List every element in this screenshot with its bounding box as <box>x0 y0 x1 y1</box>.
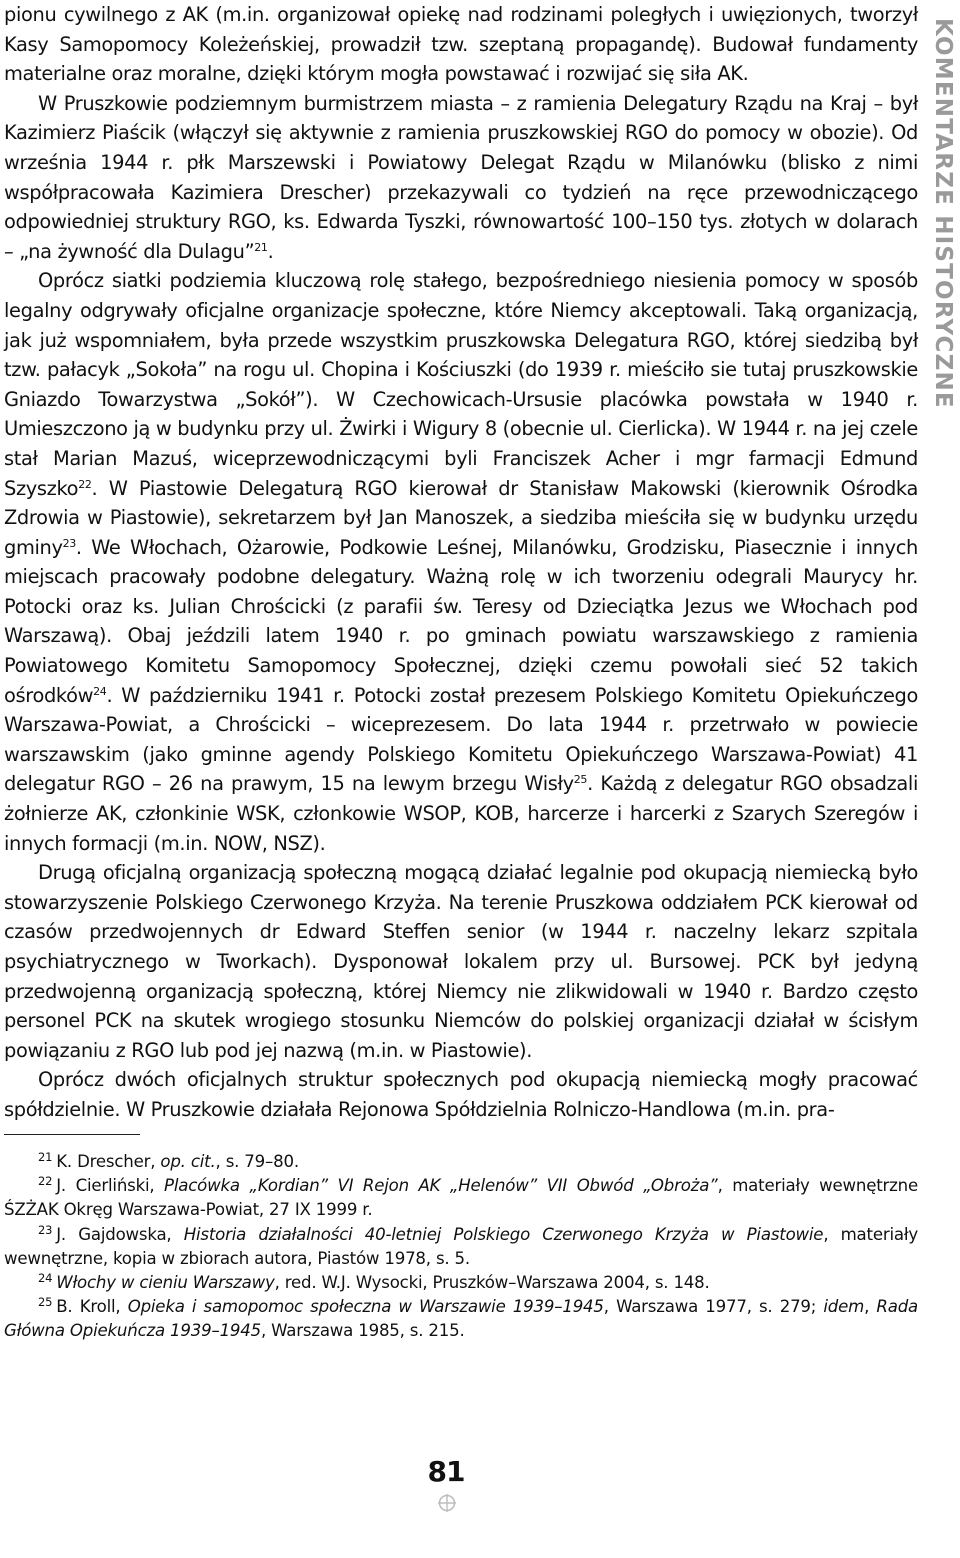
footnote-ref-25[interactable]: 25 <box>573 773 588 787</box>
section-side-label: KOMENTARZE HISTORYCZNE <box>930 18 956 409</box>
footnote-italic: Włochy w cieniu Warszawy <box>56 1273 275 1293</box>
paragraph-3-text-2: . W Piastowie Delegaturą RGO kierował dr Stanisław Makowski (kierownik Ośrodka Zdrowia w Piastowie), sekretarzem był Jan Manoszek, a siedziba mieściła się w budynku urzędu gminy <box>4 476 918 559</box>
footnote-ref-21[interactable]: 21 <box>254 240 268 254</box>
paragraph-1 <box>4 0 918 89</box>
footnote-text: , Warszawa 1977, s. 279; <box>603 1297 824 1317</box>
footnote-text: , materiały wewnętrzne, kopia w zbiorach autora, Piastów 1978, s. 5. <box>4 1224 918 1268</box>
paragraph-4 <box>4 858 918 1065</box>
footnote-ref-24[interactable]: 24 <box>93 684 107 698</box>
crosshair-circle-icon <box>437 1493 457 1513</box>
footnote-text: , <box>864 1297 877 1317</box>
footnote-text: , s. 79–80. <box>215 1152 299 1171</box>
footnote-text: , materiały wewnętrzne ŚZŻAK Okręg Warszawa-Powiat, 27 IX 1999 r. <box>4 1176 918 1220</box>
paragraph-2-text-end: . <box>267 239 274 263</box>
footnote-italic: Historia działalności 40-letniej Polskiego Czerwonego Krzyża w Piastowie <box>183 1224 824 1244</box>
footnote-italic: Rada Główna Opiekuńcza 1939–1945 <box>4 1297 919 1341</box>
footnote-number: 23 <box>38 1222 53 1237</box>
paragraph-3-text-4: . W październiku 1941 r. Potocki został prezesem Polskiego Komitetu Opiekuńczego Warszawa-Powiat, a Chrościcki – wiceprezesem. Do lata 1944 r. przetrwało w powiecie warszawskim (jako gminne agendy Polskiego Komitetu Opiekuńczego Warszawa-Powiat) 41 delegatur RGO – 26 na prawym, 15 na lewym brzegu Wisły <box>4 683 918 796</box>
footnote-separator <box>4 1134 140 1135</box>
paragraph-3-text: Oprócz siatki podziemia kluczową rolę stałego, bezpośredniego niesienia pomocy w sposób legalny odgrywały oficjalne organizacje społeczne, które Niemcy akceptowali. Taką organizacją, jak już wspomniałem, była przede wszystkim pruszkowska Delegatura RGO, której siedzibą był tzw. pałacyk „Sokoła” na rogu ul. Chopina i Kościuszki (do 1939 r. mieściło sie tutaj pruszkowskie Gniazdo Towarzystwa „Sokół”). W Czechowicach-Ursusie placówka powstała w 1940 r. Umieszczono ją w budynku przy ul. Żwirki i Wigury 8 (obecnie ul. Cierlicka). W 1944 r. na jej czele stał Marian Mazuś, wiceprzewodniczącymi byli Franciszek Acher i mgr farmacji Edmund Szyszko <box>4 269 918 500</box>
paragraph-3 <box>4 266 918 858</box>
paragraph-2 <box>4 89 918 267</box>
footnote-italic: Opieka i samopomoc społeczna w Warszawie 1939–1945 <box>127 1297 604 1317</box>
article-body <box>4 0 918 1125</box>
paragraph-1-text: pionu cywilnego z AK (m.in. organizował opiekę nad rodzinami poległych i uwięzionych, tworzył Kasy Samopomocy Koleżeńskiej, prowadził tzw. szeptaną propagandę). Budował fundamenty materialne oraz moralne, dzięki którym mogła powstawać i rozwijać się siła AK. <box>4 3 918 86</box>
paragraph-4-text: Drugą oficjalną organizacją społeczną mogącą działać legalnie pod okupacją niemiecką było stowarzyszenie Polskiego Czerwonego Krzyża. Na terenie Pruszkowa oddziałem PCK kierował od czasów przedwojennych dr Edward Steffen senior (w 1944 r. naczelny lekarz szpitala psychiatrycznego w Tworkach). Dysponował lokalem przy ul. Bursowej. PCK był jedyną przedwojenną organizacją społeczną, której Niemcy nie zlikwidowali w 1940 r. Bardzo często personel PCK na skutek wrogiego stosunku Niemców do polskiej organizacji działał w ścisłym powiązaniu z RGO lub pod jej nazwą (m.in. w Piastowie). <box>4 861 918 1062</box>
footnote-number: 22 <box>38 1174 53 1189</box>
footnote-ref-23[interactable]: 23 <box>62 536 76 550</box>
paragraph-3-text-5: . Każdą z delegatur RGO obsadzali żołnierze AK, członkinie WSK, członkowie WSOP, KOB, harcerze i harcerki z Szarych Szeregów i innych formacji (m.in. NOW, NSZ). <box>4 772 918 855</box>
footnote-25 <box>4 1295 918 1343</box>
paragraph-2-text: W Pruszkowie podziemnym burmistrzem miasta – z ramienia Delegatury Rządu na Kraj – był Kazimierz Piaścik (włączył się aktywnie z ramienia pruszkowskiej RGO do pomocy w obozie). Od września 1944 r. płk Marszewski i Powiatowy Delegat Rządu w Milanówku (blisko z nimi współpracowała Kazimiera Drescher) przekazywali co tydzień na ręce przewodniczącego odpowiedniej struktury RGO, ks. Edwarda Tyszki, równowartość 100–150 tys. złotych w dolarach – „na żywność dla Dulagu” <box>4 91 918 263</box>
footnote-number: 24 <box>38 1271 53 1286</box>
footnotes <box>4 1150 918 1344</box>
footnote-21 <box>4 1150 918 1174</box>
footnote-number: 25 <box>38 1295 53 1310</box>
paragraph-5 <box>4 1065 918 1124</box>
footnote-number: 21 <box>38 1150 53 1164</box>
footnote-italic: op. cit. <box>160 1152 216 1171</box>
paragraph-3-text-3: . We Włochach, Ożarowie, Podkowie Leśnej, Milanówku, Grodzisku, Piasecznie i innych miejscach pracowały podobne delegatury. Ważną rolę w ich tworzeniu odegrali Maurycy hr. Potocki oraz ks. Julian Chrościcki (z parafii św. Teresy od Dzieciątka Jezus we Włochach pod Warszawą). Obaj jeździli latem 1940 r. po gminach powiatu warszawskiego z ramienia Powiatowego Komitetu Samopomocy Społecznej, dzięki czemu powołali sieć 52 takich ośrodków <box>4 535 918 707</box>
page-number: 81 <box>427 1455 465 1488</box>
footnote-text: B. Kroll, <box>56 1297 128 1317</box>
footnote-text: , Warszawa 1985, s. 215. <box>261 1321 465 1341</box>
paragraph-5-text: Oprócz dwóch oficjalnych struktur społecznych pod okupacją niemiecką mogły pracować spółdzielnie. W Pruszkowie działała Rejonowa Spółdzielnia Rolniczo-Handlowa (m.in. pra- <box>4 1068 918 1121</box>
footnote-text: J. Gajdowska, <box>56 1224 184 1244</box>
footnote-italic: idem <box>823 1297 865 1317</box>
footnote-ref-22[interactable]: 22 <box>78 477 92 491</box>
footnote-text: K. Drescher, <box>56 1152 161 1171</box>
footnote-24 <box>4 1271 918 1295</box>
footnote-text: J. Cierliński, <box>56 1176 165 1196</box>
footnote-22 <box>4 1174 918 1222</box>
footnote-italic: Placówka „Kordian” VI Rejon AK „Helenów” VII Obwód „Obroża” <box>164 1176 718 1196</box>
footnote-23 <box>4 1223 918 1271</box>
footnote-text: , red. W.J. Wysocki, Pruszków–Warszawa 2004, s. 148. <box>274 1273 710 1293</box>
